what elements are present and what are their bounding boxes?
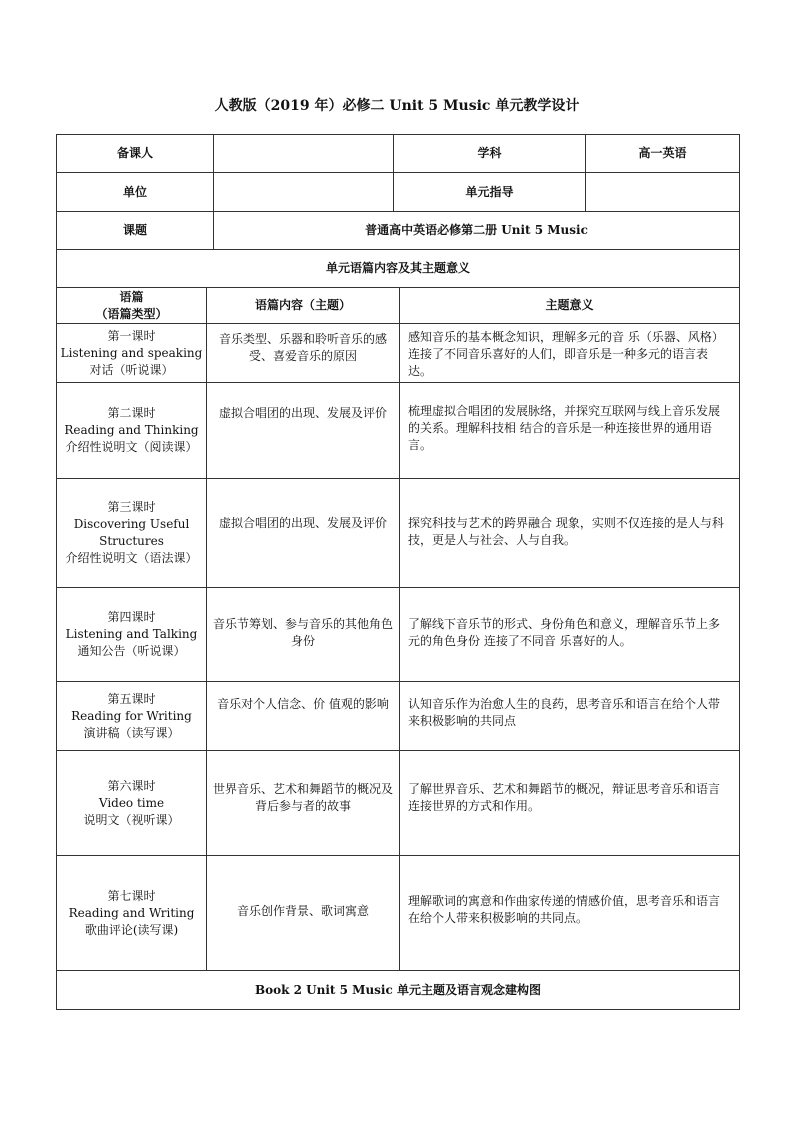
table-row [57, 682, 740, 751]
column-header-meaning: 主题意义 [400, 288, 740, 324]
table-row [57, 383, 740, 479]
lessons-table [56, 287, 740, 1010]
subject-value: 高一英语 [586, 135, 740, 173]
lesson-meaning-cell: 梳理虚拟合唱团的发展脉络，并探究互联网与线上音乐发展的关系。理解科技相 结合的音乐是一种连接世界的通用语言。 [400, 383, 740, 479]
lesson-content-cell: 虚拟合唱团的出现、发展及评价 [207, 383, 400, 479]
subject-label: 学科 [394, 135, 586, 173]
lesson-meaning-cell: 了解世界音乐、艺术和舞蹈节的概况，辩证思考音乐和语言连接世界的方式和作用。 [400, 751, 740, 856]
lesson-meaning-cell: 认知音乐作为治愈人生的良药，思考音乐和语言在给个人带来积极影响的共同点 [400, 682, 740, 751]
column-header-text-type: 语篇 （语篇类型） [57, 288, 207, 324]
lesson-meaning-cell: 了解线下音乐节的形式、身份角色和意义，理解音乐节上多元的角色身份 连接了不同音 乐喜好的人。 [400, 588, 740, 682]
section-header: 单元语篇内容及其主题意义 [57, 250, 740, 288]
table-row [57, 479, 740, 588]
lesson-meaning-cell: 理解歌词的寓意和作曲家传递的情感价值，思考音乐和语言在给个人带来积极影响的共同点。 [400, 856, 740, 971]
lesson-content-cell: 音乐对个人信念、价 值观的影响 [207, 682, 400, 751]
lesson-content-cell: 音乐创作背景、歌词寓意 [207, 856, 400, 971]
preparer-value [214, 135, 394, 173]
topic-label: 课题 [57, 212, 214, 250]
unit-guide-value [586, 173, 740, 212]
table-row [57, 588, 740, 682]
lesson-type-cell: 第二课时 Reading and Thinking 介绍性说明文（阅读课） [57, 383, 207, 479]
table-row [57, 856, 740, 971]
unit-guide-label: 单元指导 [394, 173, 586, 212]
lesson-type-cell: 第一课时 Listening and speaking 对话（听说课） [57, 324, 207, 383]
lesson-content-cell: 音乐节筹划、参与音乐的其他角色身份 [207, 588, 400, 682]
lesson-type-cell: 第七课时 Reading and Writing 歌曲评论(读写课) [57, 856, 207, 971]
table-row [57, 324, 740, 383]
document-title: 人教版（2019 年）必修二 Unit 5 Music 单元教学设计 [214, 98, 580, 114]
unit-value [214, 173, 394, 212]
column-header-row [57, 288, 740, 324]
unit-label: 单位 [57, 173, 214, 212]
lesson-content-cell: 世界音乐、艺术和舞蹈节的概况及背后参与者的故事 [207, 751, 400, 856]
lesson-meaning-cell: 感知音乐的基本概念知识，理解多元的音 乐（乐器、风格）连接了不同音乐喜好的人们，即音乐是一种多元的语言表达。 [400, 324, 740, 383]
lesson-type-cell: 第六课时 Video time 说明文（视听课） [57, 751, 207, 856]
topic-value: 普通高中英语必修第二册 Unit 5 Music [214, 212, 740, 250]
lesson-type-cell: 第五课时 Reading for Writing 演讲稿（读写课） [57, 682, 207, 751]
lesson-meaning-cell: 探究科技与艺术的跨界融合 现象，实则不仅连接的是人与科技，更是人与社会、人与自我。 [400, 479, 740, 588]
column-header-content: 语篇内容（主题） [207, 288, 400, 324]
footer-header: Book 2 Unit 5 Music 单元主题及语言观念建构图 [57, 971, 740, 1010]
lesson-type-cell: 第三课时 Discovering Useful Structures 介绍性说明文（语法课） [57, 479, 207, 588]
lesson-type-cell: 第四课时 Listening and Talking 通知公告（听说课） [57, 588, 207, 682]
preparer-label: 备课人 [57, 135, 214, 173]
table-row [57, 751, 740, 856]
lesson-content-cell: 音乐类型、乐器和聆听音乐的感受、喜爱音乐的原因 [207, 324, 400, 383]
lesson-content-cell: 虚拟合唱团的出现、发展及评价 [207, 479, 400, 588]
info-table [56, 134, 740, 288]
